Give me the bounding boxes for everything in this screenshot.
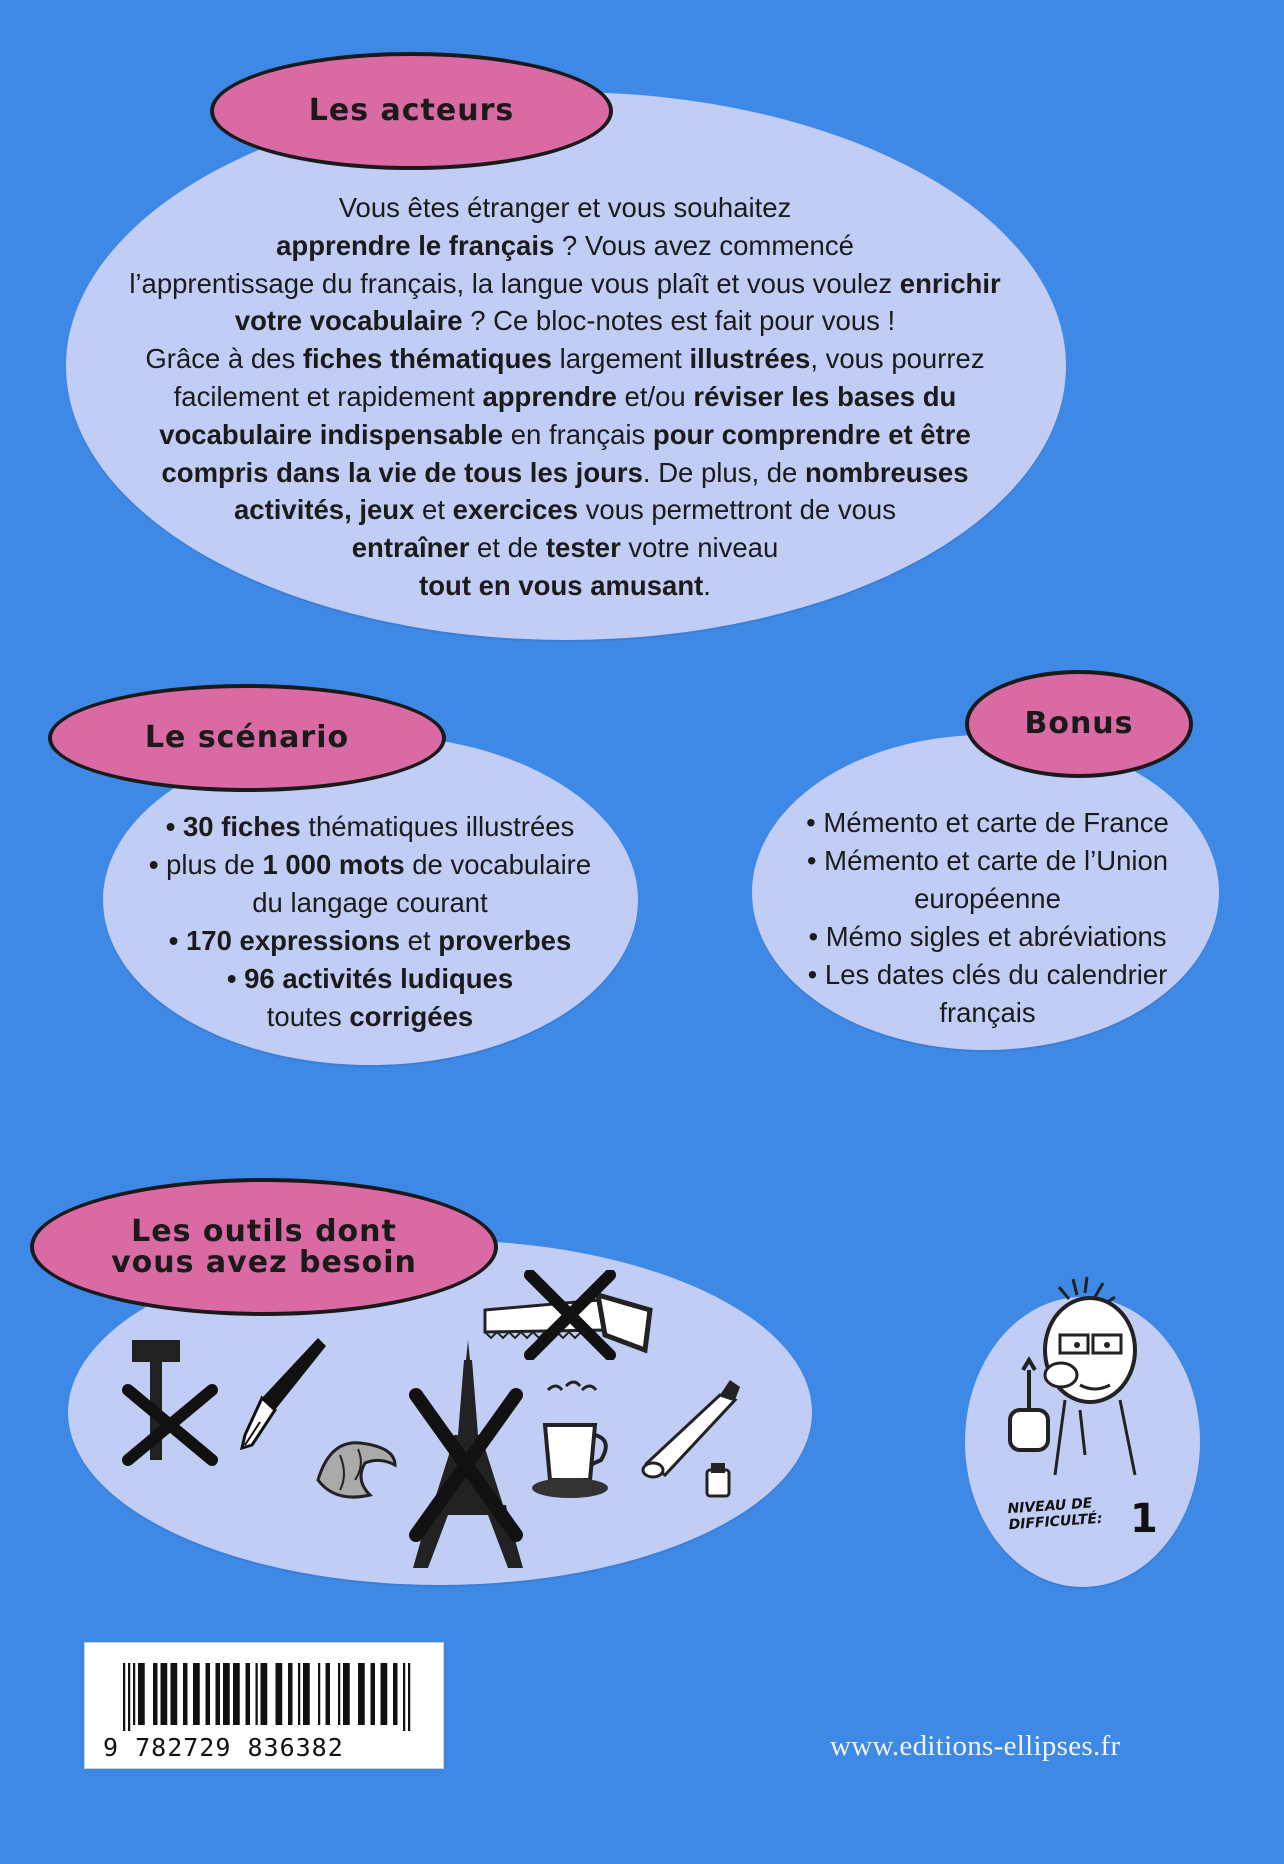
barcode-bar (133, 1663, 135, 1725)
bonus-item: européenne (914, 883, 1061, 914)
niveau-line2: DIFFICULTÉ: (1008, 1510, 1104, 1534)
acteurs-text-segment: , vous pourrez (810, 343, 985, 375)
acteurs-text-segment: Grâce à des (145, 343, 303, 375)
acteurs-text-segment: exercices (452, 494, 579, 526)
acteurs-text-segment: apprendre (482, 380, 617, 412)
bonus-title: Bonus (1024, 706, 1134, 742)
scenario-line (110, 922, 630, 960)
barcode-bars (123, 1663, 423, 1731)
scenario-text-segment: de vocabulaire (404, 849, 592, 880)
acteurs-text-segment: votre vocabulaire (234, 305, 463, 337)
acteurs-text-segment: en français (503, 418, 653, 450)
barcode-bar (246, 1663, 251, 1725)
acteurs-line (90, 227, 1040, 265)
barcode-bar (303, 1663, 310, 1725)
barcode (84, 1642, 444, 1769)
acteurs-text-segment: . (703, 569, 711, 601)
barcode-bar (193, 1663, 200, 1725)
barcode-bar (326, 1663, 331, 1725)
scenario-text-segment: plus de (166, 849, 263, 880)
scenario-text-segment: toutes (266, 1001, 350, 1032)
acteurs-text-segment: apprendre le français (276, 229, 555, 261)
bonus-item: • Mémo sigles et abréviations (808, 921, 1167, 952)
scenario-text-segment: thématiques illustrées (300, 811, 575, 842)
acteurs-line (90, 416, 1040, 454)
scenario-text-segment: • (226, 963, 245, 994)
cartoon-character (985, 1275, 1185, 1490)
acteurs-text-segment: facilement et rapidement (173, 380, 483, 412)
scenario-text-segment: 170 expressions (186, 925, 401, 956)
acteurs-text-segment: et/ou (616, 380, 694, 412)
publisher-website[interactable]: www.editions-ellipses.fr (830, 1730, 1121, 1762)
acteurs-line (90, 265, 1040, 303)
scenario-title: Le scénario (144, 720, 350, 756)
acteurs-text-segment: ? Ce bloc-notes est fait pour vous ! (462, 305, 896, 337)
acteurs-text-segment: compris dans la vie de tous les jours (161, 456, 643, 488)
niveau-value: 1 (1130, 1496, 1158, 1542)
scenario-text-segment: proverbes (438, 925, 572, 956)
bonus-label (965, 670, 1193, 778)
barcode-bar (153, 1663, 158, 1725)
scenario-text-segment: • (168, 925, 187, 956)
scenario-text-segment: du langage courant (252, 887, 488, 918)
acteurs-line (90, 340, 1040, 378)
acteurs-title: Les acteurs (308, 93, 515, 129)
barcode-bar (171, 1663, 178, 1725)
barcode-bar (338, 1663, 340, 1725)
acteurs-line (90, 189, 1040, 227)
barcode-bar (183, 1663, 188, 1725)
niveau-line1: NIVEAU DE (1006, 1495, 1093, 1518)
scenario-text-segment: • (148, 849, 167, 880)
barcode-bar (393, 1663, 398, 1725)
acteurs-text-segment: largement (551, 343, 690, 375)
barcode-bar (233, 1663, 240, 1725)
scenario-label (48, 684, 446, 792)
acteurs-line (90, 454, 1040, 492)
croissant-icon (310, 1435, 400, 1505)
scenario-text-segment: 1 000 mots (262, 849, 405, 880)
scenario-text-segment: corrigées (349, 1001, 474, 1032)
barcode-bar (343, 1663, 350, 1725)
niveau-label (1007, 1495, 1103, 1533)
barcode-bar (318, 1663, 320, 1725)
acteurs-text-segment: votre niveau (620, 532, 779, 564)
acteurs-text-segment: tester (545, 532, 621, 564)
acteurs-text-segment: ? Vous avez commencé (554, 229, 854, 261)
bonus-list (760, 804, 1215, 1032)
barcode-bar (381, 1663, 388, 1725)
acteurs-text-segment: Vous êtes étranger et vous souhaitez (338, 192, 792, 223)
acteurs-text-segment: illustrées (689, 343, 811, 375)
acteurs-line (90, 529, 1040, 567)
acteurs-text-segment: réviser les bases du (693, 380, 957, 412)
barcode-bar (288, 1663, 293, 1725)
barcode-bar (223, 1663, 230, 1725)
barcode-bar (256, 1663, 258, 1725)
scenario-line (110, 884, 630, 922)
bonus-item: • Mémento et carte de l’Union (806, 845, 1169, 876)
bonus-item: • Mémento et carte de France (806, 807, 1169, 838)
scenario-text-segment: 30 fiches (182, 811, 301, 842)
acteurs-text-segment: vocabulaire indispensable (159, 418, 504, 450)
hammer-icon (120, 1335, 220, 1470)
barcode-bar (216, 1663, 221, 1725)
acteurs-line (90, 378, 1040, 416)
acteurs-text (90, 189, 1040, 605)
scenario-line (110, 846, 630, 884)
scenario-line (110, 960, 630, 998)
outils-title-line1: Les outils dont (131, 1213, 397, 1249)
acteurs-text-segment: . De plus, de (642, 456, 805, 488)
barcode-bar (408, 1663, 410, 1731)
saw-icon (480, 1270, 660, 1360)
acteurs-line (90, 567, 1040, 605)
barcode-bar (128, 1663, 130, 1731)
barcode-digits: 9 782729 836382 (103, 1733, 344, 1762)
scenario-text-segment: et (400, 925, 439, 956)
barcode-bar (123, 1663, 125, 1731)
acteurs-text-segment: et de (469, 532, 546, 564)
barcode-bar (403, 1663, 405, 1731)
eiffel-tower-icon (408, 1340, 528, 1570)
scenario-text-segment: • (165, 811, 183, 842)
acteurs-text-segment: tout en vous amusant (419, 569, 704, 601)
acteurs-text-segment: entraîner (351, 532, 470, 564)
barcode-bar (206, 1663, 211, 1725)
barcode-bar (371, 1663, 376, 1725)
coffee-cup-icon (530, 1380, 620, 1505)
acteurs-line (90, 302, 1040, 340)
acteurs-text-segment: activités, jeux (234, 494, 415, 526)
scenario-line (110, 808, 630, 846)
barcode-bar (138, 1663, 145, 1725)
outils-label (30, 1178, 498, 1316)
scenario-line (110, 998, 630, 1036)
acteurs-text-segment: l’apprentissage du français, la langue vous plaît et vous voulez (129, 267, 900, 299)
acteurs-text-segment: et (414, 494, 453, 526)
acteurs-text-segment: pour comprendre et être (652, 418, 971, 450)
barcode-bar (358, 1663, 365, 1725)
highlighter-icon (635, 1375, 745, 1500)
barcode-bar (161, 1663, 168, 1725)
barcode-bar (276, 1663, 283, 1725)
scenario-text-segment: 96 activités ludiques (244, 963, 514, 994)
bonus-item: • Les dates clés du calendrier (807, 959, 1168, 990)
acteurs-line (90, 491, 1040, 529)
outils-title-line2: vous avez besoin (111, 1245, 417, 1280)
bonus-item: français (939, 997, 1036, 1028)
acteurs-text-segment: nombreuses (804, 456, 969, 488)
acteurs-text-segment: enrichir (899, 267, 1001, 299)
barcode-bar (298, 1663, 300, 1725)
barcode-bar (261, 1663, 268, 1725)
acteurs-text-segment: fiches thématiques (302, 343, 552, 375)
scenario-feature-list (110, 808, 630, 1036)
acteurs-text-segment: vous permettront de vous (578, 494, 896, 526)
acteurs-label (210, 52, 613, 170)
